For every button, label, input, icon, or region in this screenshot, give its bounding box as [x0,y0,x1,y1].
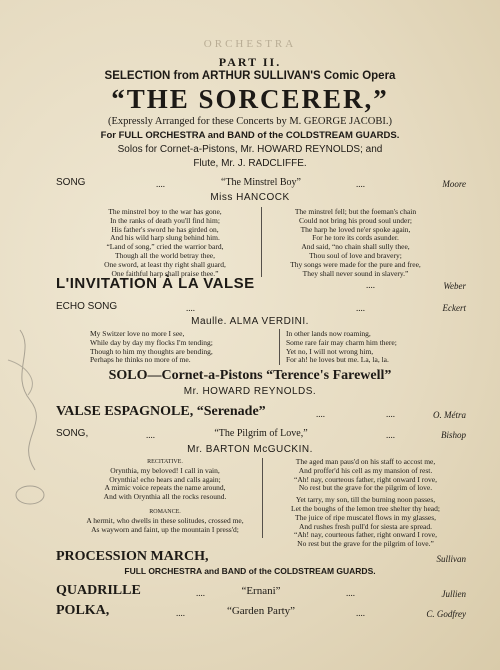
verse-line: Could not bring his proud soul under; [299,215,412,225]
verse-line: And with Orynthia all the rocks resound. [103,492,227,502]
verse-line: In other lands now roaming, [286,329,371,338]
verse-line: For he tore its cords asunder. [312,233,399,243]
bleed-through-heading: ORCHESTRA [203,38,297,50]
verse-divider [262,458,263,538]
verse-line: Thy songs were made for the pure and free, [290,259,421,269]
item-composer: Moore [442,179,466,189]
verse-line: And rushes fresh pull'd for siesta are spread. [299,521,432,531]
leader-dots: .... [186,303,195,313]
verse-line: Though all the world betray thee, [115,250,215,260]
verse-line: Orynthia! echo hears and calls again; [109,474,221,484]
leader-dots: .... [316,409,325,419]
verse-line: No rest but the grave for the pilgrim of love.” [297,539,434,549]
leader-dots: .... [346,588,355,598]
orchestra-line: For FULL ORCHESTRA and BAND of the COLDSTREAM GUARDS. [100,130,400,141]
verse-line: The harp he loved ne'er spoke again, [300,224,411,234]
leader-dots: .... [366,280,375,290]
item-polka [56,603,466,623]
verse-line: His father's sword he has girded on, [111,224,219,234]
item-title: PROCESSION MARCH, [56,549,209,564]
verse-line: Let the boughs of the lemon tree shelter thy head; [291,503,440,513]
item-performer: Maulle. ALMA VERDINI. [191,316,309,327]
verse-line: Yet no, I will not wrong him, [286,346,374,356]
verse-line: And said, “no chain shall sully thee, [301,242,410,252]
verse-left-pilgrim [70,458,260,534]
item-performer: Mr. BARTON McGUCKIN. [187,444,313,455]
verse-right-pilgrim [268,458,463,549]
item-title: “The Minstrel Boy” [221,177,301,188]
item-title: POLKA, [56,603,110,618]
leader-dots: .... [386,430,395,440]
verse-line: One faithful harp shall praise thee.” [111,268,219,278]
item-title: QUADRILLE [56,583,141,598]
item-type: SONG, [56,428,89,439]
item-song-minstrel-boy [56,177,466,193]
item-composer: Weber [443,281,466,291]
verse-line: “Ah! nay, courteous father, right onward I rove, [294,530,437,540]
verse-divider [279,329,280,365]
verse-line: Perhaps he thinks no more of me. [90,355,191,365]
verse-line: For ah! he loves but me. La, la, la. [286,355,389,365]
item-title: L'INVITATION À LA VALSE [56,275,255,292]
item-piece: “Garden Party” [226,605,296,617]
arrangement-note: (Expressly Arranged for these Concerts by M. GEORGE JACOBI.) [107,116,393,127]
verse-line: My Switzer love no more I see, [90,329,185,338]
verse-divider [261,207,262,277]
recitative-label: RECITATIVE. [147,459,183,465]
item-performer: Miss HANCOCK [210,192,290,203]
verse-line: The aged man paus'd on his staff to accost me, [295,457,436,466]
item-composer: Eckert [442,303,466,313]
item-performer: Mr. HOWARD REYNOLDS. [183,386,317,397]
opera-title: “THE SORCERER,” [111,84,389,114]
leader-dots: .... [356,179,365,189]
item-type: ECHO SONG [56,301,118,312]
leader-dots: .... [356,608,365,618]
leader-dots: .... [356,303,365,313]
leader-dots: .... [386,409,395,419]
procession-subline: FULL ORCHESTRA and BAND of the COLDSTREAM GUARDS. [124,566,376,576]
verse-line: Though to him my thoughts are bending, [90,346,213,356]
verse-line: “Land of song,” cried the warrior bard, [106,242,224,252]
verse-line: And his wild harp slung behind him. [110,233,220,243]
item-piece: “Ernani” [241,585,281,597]
verse-line: Yet tarry, my son, till the burning noon passes, [295,495,436,505]
item-composer: Bishop [440,430,466,440]
verse-line: The minstrel fell; but the foeman's chain [294,207,417,216]
verse-line: In the ranks of death you'll find him; [110,215,220,225]
verse-right-echo [286,330,456,365]
item-composer: Jullien [441,589,466,599]
selection-heading: SELECTION from ARTHUR SULLIVAN'S Comic Opera [104,70,396,82]
verse-line: The minstrel boy to the war has gone, [108,207,222,216]
verse-line: While day by day my flocks I'm tending; [90,337,213,347]
item-title: VALSE ESPAGNOLE, “Serenade” [56,404,266,419]
item-echo-song [56,301,466,317]
verse-line: And proffer'd his cell as my mansion of rest. [298,465,433,475]
verse-line: Thou soul of love and bravery; [309,250,402,260]
verse-line: Orynthia, my beloved! I call in vain, [110,465,220,475]
leader-dots: .... [146,430,155,440]
item-invitation-valse [56,275,466,295]
verse-line: A mimic voice repeats the name around, [104,483,226,493]
item-valse-espagnole [56,404,466,424]
verse-line: “Ah! nay, courteous father, right onward I rove, [294,474,437,484]
part-heading: PART II. [218,55,282,69]
pencil-marginalia [0,320,60,520]
leader-dots: .... [156,179,165,189]
verse-line: The juice of ripe muscatel flows in my glasses, [294,512,436,522]
leader-dots: .... [196,588,205,598]
flute-line: Flute, Mr. J. RADCLIFFE. [193,158,307,169]
item-type: SONG [56,177,86,188]
item-quadrille [56,583,466,603]
item-song-pilgrim [56,428,466,444]
leader-dots: .... [176,608,185,618]
item-composer: O. Métra [433,410,466,420]
item-composer: C. Godfrey [426,609,466,619]
verse-line: They shall never sound in slavery.” [302,268,409,278]
verse-line: No rest but the grave for the pilgrim of love. [298,483,433,493]
verse-line: Some rare fair may charm him there; [286,337,397,347]
verse-right-minstrel [268,208,443,278]
item-composer: Sullivan [436,554,466,564]
verse-line: A hermit, who dwells in these solitudes, crossed me, [86,515,244,525]
verse-left-echo [90,330,260,365]
verse-line: As wayworn and faint, up the mountain I press'd; [91,524,239,534]
item-title: “The Pilgrim of Love,” [214,428,308,439]
soloists-line: Solos for Cornet-a-Pistons, Mr. HOWARD REYNOLDS; and [117,144,383,155]
verse-line: One sword, at least thy right shall guard, [104,259,226,269]
item-solo-cornet: SOLO—Cornet-a-Pistons “Terence's Farewell” [108,368,392,383]
romance-label: ROMANCE. [149,508,181,515]
verse-left-minstrel [80,208,250,278]
